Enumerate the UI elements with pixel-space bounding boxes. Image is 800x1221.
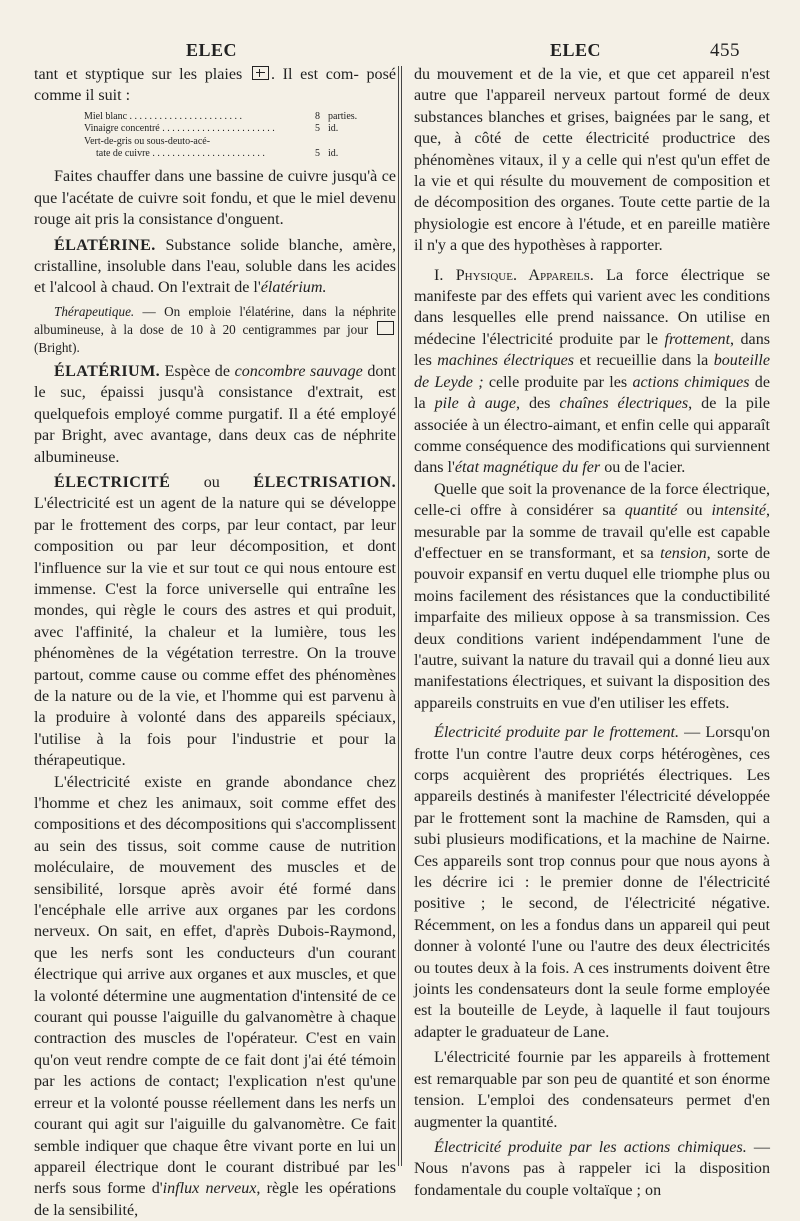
therapeutic-label: Thérapeutique. [54,303,135,319]
section-heading: I. Physique. Appareils. [434,266,594,284]
continued-paragraph: du mouvement et de la vie, et que cet appareil n'est autre que l'appareil nerveux partout formé de deux substances blanches et grises, baignées par le sang, et que, à côté de cette électricité productrice des phénomènes vitaux, il y a celle qui n'est qu'un effet de la vie et qui résulte du mouvement de composition et de décomposition des organes. Toute cette partie de la physiologie est encore à l'étude, et en pareille matière il n'y a que des hypothèses à rapporter. [414,66,770,255]
column-divider [398,66,402,1166]
chemical-electricity-paragraph: Électricité produite par les actions chimiques. — Nous n'avons pas à rappeler ici la disposition fondamentale du couple voltaïque ; on [414,1138,770,1199]
plus-box-icon [252,66,269,80]
recipe-row: Vinaigre concentré . . . 5 id. [84,123,374,135]
running-head-left: ELEC [186,40,238,60]
recipe-row: Vert-de-gris ou sous-deuto-acé- [84,135,211,147]
friction-output-paragraph: L'électricité fournie par les appareils à frottement est remarquable par son peu de quantité et son énorme tension. L'emploi des condensateurs permet d'en augmenter la quantité. [414,1049,770,1131]
entry-term: ÉLATÉRIUM. [54,362,161,380]
subsection-heading: Électricité produite par le frottement. [434,724,680,742]
entry-term: ÉLECTRICITÉ [54,473,171,491]
running-head-center: ELEC [550,40,602,60]
entry-electricite: ÉLECTRICITÉ ou ÉLECTRISATION. L'électricité est un agent de la nature qui se développe par le frottement des corps, par leur contact, par leur composition ou par leur décomposition, et dont l'influence sur la vie et sur tout ce qui nous entoure est immense. C'est la force universelle qui entraîne les mondes, qui règle le cours des astres et qui produit, avec l'affinité, la chaleur et la lumière, tous les phénomènes de la végétation terrestre. On la trouve partout, comme cause ou comme effet des phénomènes de la nature ou de la vie, et l'homme qui est parvenu à la produire à volonté dans des appareils spéciaux, l'utilise à la fois pour l'industrie et pour la thérapeutique. [34,473,396,770]
left-column [34,64,396,1221]
page-number: 455 [710,40,740,61]
animal-electricity-paragraph: L'électricité existe en grande abondance chez l'homme et chez les animaux, soit comme effet des compositions et des décompositions qui s'accomplissent au sein des tissus, soit comme cause de nutrition moléculaire, de mouvement des muscles et de sensibilité, lorsque après avoir été formé dans l'encéphale elle arrive aux organes par les cordons nerveux. On sait, en effet, d'après Dubois-Raymond, que les nerfs sont les conducteurs d'un courant électrique qui arrive aux organes et aux muscles, et que la volonté détermine une augmentation d'intensité de ce courant qui pousse l'aiguille du galvanomètre à chaque contraction des muscles de l'opérateur. C'est en vain qu'on veut rendre compte de ce fait dont j'ai été témoin par les actions de contact; l'explication n'est qu'une erreur et la volonté pousse réellement dans les nerfs un courant qui agit sur l'aiguille du galvanomètre. Ce fait semble indiquer que chaque être vivant porte en lui un appareil électrique dont le courant distribué par les nerfs sous forme d'influx nerveux, règle les opérations de la sensibilité, [34,773,396,1219]
recipe-instructions: Faites chauffer dans une bassine de cuivre jusqu'à ce que l'acétate de cuivre soit fondu, et que le miel devenu rouge ait pris la consistance d'onguent. [34,168,396,229]
entry-term: ÉLATÉRINE. [54,236,156,254]
section-physique: I. Physique. Appareils. La force électrique se manifeste par des effets qui varient avec les conditions dans lesquelles elle prend naissance. On utilise en médecine l'électricité produite par le frottement, dans les machines électriques et recueillie dans la bouteille de Leyde ; celle produite par les actions chimiques de la pile à auge, des chaînes électriques, de la pile associée à un électro-aimant, et enfin celle qui apparaît comme conséquence des modifications qui surviennent dans l'état magnétique du fer ou de l'acier. [414,266,771,477]
entry-elaterine: ÉLATÉRINE. Substance solide blanche, amère, cristalline, insoluble dans l'eau, soluble dans les acides et l'alcool à chaud. On l'extrait de l'élatérium. [34,236,396,297]
page-header [0,40,800,64]
recipe-table [84,111,374,161]
entry-elaterium: ÉLATÉRIUM. Espèce de concombre sauvage dont le suc, épaissi jusqu'à consistance d'extrait, est quelquefois employé comme purgatif. Il a été employé par Bright, avec avantage, dans deux cas de néphrite albumineuse. [34,362,396,466]
therapeutic-note: Thérapeutique. — On emploie l'élatérine, dans la néphrite albumineuse, à la dose de 10 à 20 centigrammes par jour (Bright). [34,303,396,355]
recipe-row: Miel blanc . . . 8 parties. [84,111,374,123]
right-column [414,64,770,1201]
empty-box-icon [377,321,394,335]
intro-paragraph: tant et styptique sur les plaies . Il est com- posé comme il suit : [34,66,396,105]
friction-electricity-paragraph: Électricité produite par le frottement. — Lorsqu'on frotte l'un contre l'autre deux corps hétérogènes, ces corps acquièrent des propriétés électriques. Les appareils destinés à manifester l'électricité développée par le frottement sont la machine de Ramsden, qui a subi plusieurs modifications, et la machine de Nairne. Ces appareils sont trop connus pour que nous ayons à les décrire ici : le premier donne de l'électricité positive ; le second, de l'électricité négative. Récemment, on les a fondus dans un appareil qui peut donner à volonté l'une ou l'autre des deux électricités ou toutes deux à la fois. A ces instruments doivent être joints les condensateurs dont la seule forme employée est la bouteille de Leyde, à laquelle il faut toujours adapter le graduateur de Lane. [414,724,770,1041]
quantity-tension-paragraph: Quelle que soit la provenance de la force électrique, celle-ci offre à considérer sa quantité ou intensité, mesurable par la somme de travail qu'elle est capable d'effectuer en se transformant, et sa tension, sorte de pouvoir expansif en vertu duquel elle triomphe plus ou moins facilement des résistances que la conductibilité imparfaite des milieux oppose à sa transmission. Ces deux conditions varient indépendamment l'une de l'autre, suivant la nature du travail qui a donné lieu aux manifestations électriques, et suivant la disposition des appareils construits en vue d'en utiliser les effets. [414,480,771,712]
subsection-heading: Électricité produite par les actions chimiques. [434,1138,747,1156]
recipe-row: tate de cuivre . . . 5 id. [84,148,374,160]
entry-term: ÉLECTRISATION. [253,473,396,491]
